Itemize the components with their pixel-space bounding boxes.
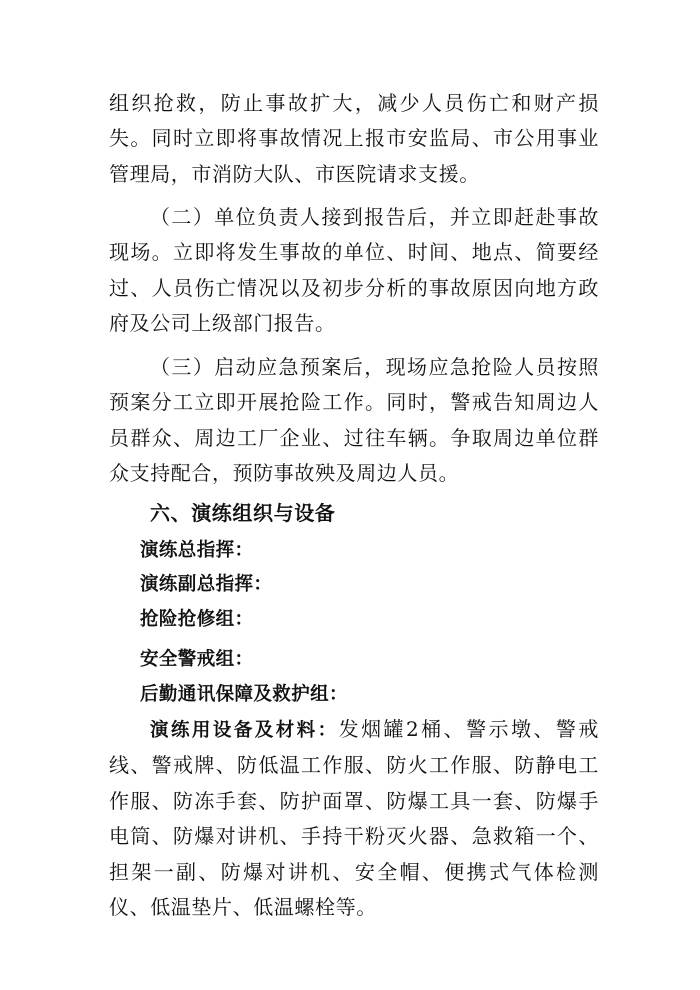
role-security-group: 安全警戒组： (140, 649, 254, 670)
section-heading: 六、演练组织与设备 (150, 501, 336, 525)
role-deputy-commander: 演练副总指挥： (140, 574, 273, 595)
paragraph-emergency-plan: （三）启动应急预案后，现场应急抢险人员按照预案分工立即开展抢险工作。同时，警戒告知周边人员群众、周边工厂企业、过往车辆。争取周边单位群众支持配合，预防事故殃及周边人员。 (109, 355, 599, 486)
paragraph-equipment (109, 712, 599, 925)
role-logistics-group: 后勤通讯保障及救护组： (140, 684, 348, 705)
role-repair-group: 抢险抢修组： (140, 609, 254, 630)
equipment-label: 演练用设备及材料： (150, 720, 339, 741)
paragraph-report: （二）单位负责人接到报告后，并立即赶赴事故现场。立即将发生事故的单位、时间、地点、简要经过、人员伤亡情况以及初步分析的事故原因向地方政府及公司上级部门报告。 (109, 205, 599, 336)
paragraph-rescue: 组织抢救，防止事故扩大，减少人员伤亡和财产损失。同时立即将事故情况上报市安监局、市公用事业管理局，市消防大队、市医院请求支援。 (109, 91, 599, 186)
role-commander: 演练总指挥： (140, 540, 254, 561)
equipment-list: 发烟罐2桶、警示墩、警戒线、警戒牌、防低温工作服、防火工作服、防静电工作服、防冻手套、防护面罩、防爆工具一套、防爆手电筒、防爆对讲机、手持干粉灭火器、急救箱一个、担架一副、防爆对讲机、安全帽、便携式气体检测仪、低温垫片、低温螺栓等。 (109, 717, 599, 920)
